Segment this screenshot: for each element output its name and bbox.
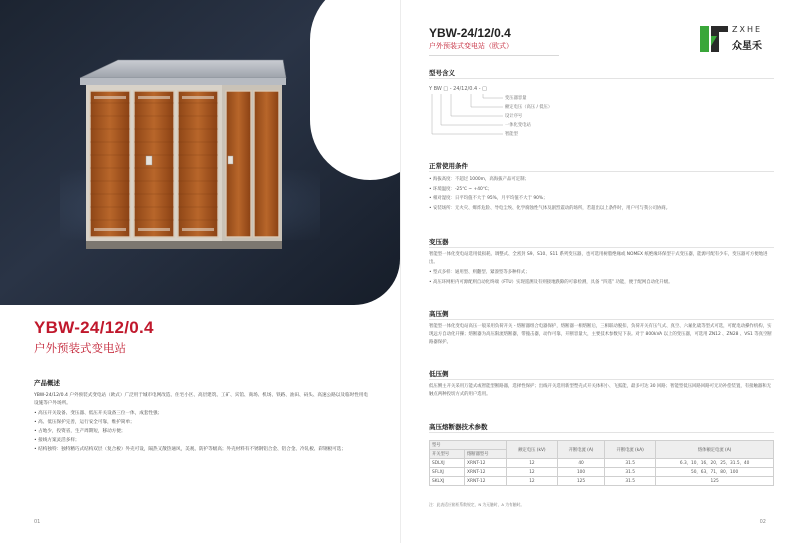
model-label: 一体化变电站 [505, 123, 531, 128]
table-cell: SDLXJ [430, 459, 465, 468]
condition-item: • 安装场所：无火灾、爆炸危险、导电尘埃、化学腐蚀性气体及剧烈震动的场所，若超出以上条件时，用户可与我公司协商。 [429, 205, 671, 211]
model-code: Y BW □ - 24/12/0.4 - □ [429, 86, 487, 92]
lv-text: 低压侧主开关采用万能式或智能型断路器，选择性保护；出线开关选用新型塑壳式开关体积小、飞弧能，最多可达 30 回路；智能型低压回路回路可无功补偿装置，有接触器和无触点两种投切方式的用户选用。 [429, 384, 772, 397]
hv-text: 智能型一体化变电站高压一般采用负荷开关 - 熔断器组合电器保护，熔断器一相熔断后，三相联动脱扣，负荷开关有压气式、真空、六氟化硫等型式可选，可配电动操作机构，实现远方自动化开操；熔断器为高压限流熔断器，带撞击器，动作可靠，开断容量大，主要技术参数见下表。对于 800kVA 以上的变压器，可选用 ZN12 、ZN28 、VS1 等真空断路器保护。 [429, 324, 772, 345]
conditions-list [429, 175, 774, 213]
table-cell: 100 [557, 468, 604, 477]
model-label: 变压器容量 [505, 96, 527, 101]
table-cell: 12 [506, 477, 557, 486]
table-cell: 31.5 [605, 477, 656, 486]
model-label: 设计序号 [505, 114, 523, 119]
table-header-cell: 开断电流 (kA) [605, 441, 656, 459]
table-row [430, 459, 774, 468]
table-cell: XRNT-12 [465, 477, 507, 486]
model-label: 智能型 [505, 132, 518, 137]
page-number-right: 02 [759, 519, 766, 525]
logo-text-en: ZXHE [732, 25, 763, 34]
substation-illustration [78, 58, 288, 253]
table-cell: 40 [557, 459, 604, 468]
transformer-list [429, 268, 774, 287]
table-cell: 31.5 [605, 468, 656, 477]
table-cell: 125 [656, 477, 774, 486]
condition-item: • 海拔高度：不超过 1000m，高海拔产品可定制； [429, 177, 529, 182]
model-bracket-lines [429, 86, 629, 150]
overview-heading: 产品概述 [34, 379, 60, 387]
conditions-heading: 正常使用条件 [429, 162, 468, 170]
feature-item: • 接线方案灵活多样； [34, 438, 80, 443]
table-header-row [430, 441, 774, 450]
table-cell: XRNT-12 [465, 459, 507, 468]
fuse-table-heading: 高压熔断器技术参数 [429, 423, 488, 431]
product-hero-image [0, 0, 400, 305]
model-heading: 型号含义 [429, 69, 455, 77]
section-divider [429, 247, 774, 248]
table-row [430, 477, 774, 486]
feature-item: • 高、低压保护完善，运行安全可靠，维护简单； [34, 420, 135, 425]
feature-item: • 占地少，投资省，生产周期短，移动方便； [34, 429, 126, 434]
table-cell: 125 [557, 477, 604, 486]
spec-page-title: YBW-24/12/0.4 [429, 26, 511, 40]
overview-text: YBW-24/12/0.4 户外预装式变电站（欧式）广泛用于城市电网改造、住宅小区、高层建筑、工矿、宾馆、商场、机场、铁路、油田、码头、高速公路以及临时性用电设施等户外场所。 [34, 393, 368, 406]
table-cell: 6.3，10，16，20，25，31.5，40 [656, 459, 774, 468]
section-divider [429, 78, 774, 79]
lv-heading: 低压侧 [429, 370, 449, 378]
table-cell: XRNT-12 [465, 468, 507, 477]
hero-corner-curve [310, 0, 400, 180]
table-header-cell: 额定电压 (kV) [506, 441, 557, 459]
transformer-item: • 型式多样：通用型、则翻型、紧凑型等多种样式； [429, 270, 530, 275]
transformer-item: • 高压环网柜内可源配则自动化终端（FTU）实现遥测及有则接地跌隙的可靠检测，具备 “四遥” 功能，便于配网自动化升级。 [429, 279, 673, 285]
logo-mark-icon [700, 26, 728, 52]
table-header-cell: 开断电流 (A) [557, 441, 604, 459]
fuse-spec-table [429, 440, 774, 486]
spec-page-subtitle: 户外预装式变电站（欧式） [429, 42, 513, 50]
product-subtitle: 户外预装式变电站 [34, 341, 126, 355]
transformer-text: 智能型一体化变电站选用低损耗、调整式、全密封 S9、S10、S11 系列变压器，也可选用树脂绝缘或 NOMEX 纸绝缘环保型干式变压器，能源可配有少车，变压器可方便地进出。 [429, 252, 768, 265]
table-cell: SFLXJ [430, 468, 465, 477]
section-divider [429, 379, 774, 380]
page-number-left: 01 [34, 519, 41, 525]
feature-item: • 高压开关设备、变压器、低压开关设备三位一体，成套性强； [34, 411, 163, 416]
table-cell: SKLXJ [430, 477, 465, 486]
condition-item: • 相对湿度：日平均值不大于 95%，月平均值不大于 90%； [429, 196, 548, 201]
section-divider [429, 171, 774, 172]
section-divider [429, 432, 774, 433]
model-label: 额定电压（高压 / 低压） [505, 105, 553, 110]
table-header-cell: 型号 [430, 441, 507, 450]
title-divider [429, 55, 559, 56]
table-header-cell: 开关型号 [430, 450, 465, 459]
feature-list [34, 409, 372, 454]
transformer-heading: 变压器 [429, 238, 449, 246]
feature-item: • 结构独特：独特精巧式结构双层（复合板）外壳可设，隔热又散热通风，美观、防护等级高；外壳材料有不锈钢铝合金、铝合金、冷轧板、彩钢板可选； [34, 447, 346, 452]
brand-logo [700, 24, 770, 56]
table-cell: 12 [506, 459, 557, 468]
table-cell: 50，63，71，80，100 [656, 468, 774, 477]
hv-heading: 高压侧 [429, 310, 449, 318]
right-page [400, 0, 800, 543]
table-note: 注：此表适应箱柜系数规定，N 为无触时，A 为有触时。 [429, 502, 525, 507]
table-row [430, 468, 774, 477]
logo-text-cn: 众星禾 [732, 41, 762, 52]
product-title: YBW-24/12/0.4 [34, 318, 154, 337]
condition-item: • 环境温度：-25℃ ~ +40℃； [429, 186, 493, 192]
model-code-diagram [429, 86, 629, 150]
table-header-cell: 熔断器型号 [465, 450, 507, 459]
table-cell: 31.5 [605, 459, 656, 468]
table-header-cell: 熔体额定电流 (A) [656, 441, 774, 459]
table-cell: 12 [506, 468, 557, 477]
section-divider [429, 319, 774, 320]
